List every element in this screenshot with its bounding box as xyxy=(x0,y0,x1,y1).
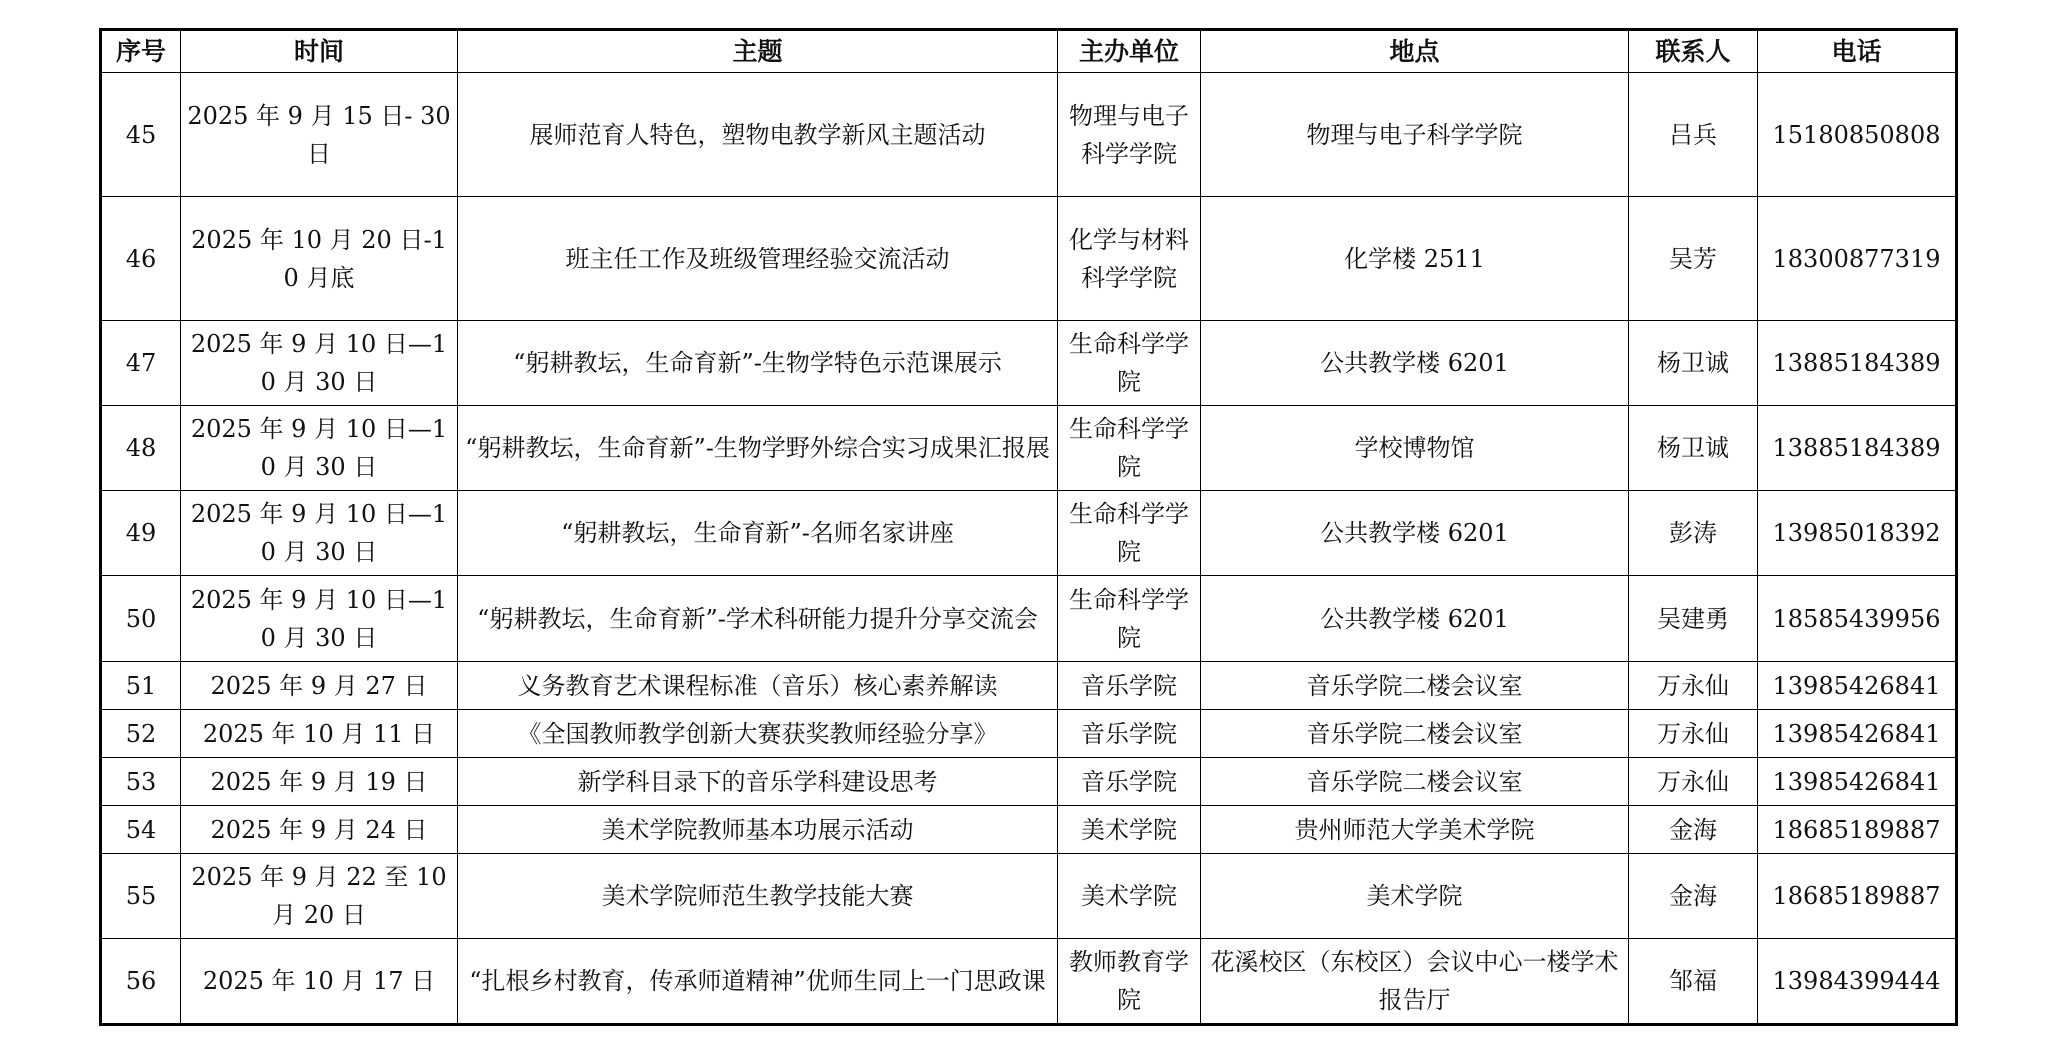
cell-org: 物理与电子科学学院 xyxy=(1058,73,1201,197)
cell-org: 音乐学院 xyxy=(1058,710,1201,758)
cell-contact: 金海 xyxy=(1629,854,1758,939)
cell-place: 学校博物馆 xyxy=(1201,406,1629,491)
cell-phone: 18685189887 xyxy=(1758,806,1957,854)
cell-topic: “躬耕教坛，生命育新”-学术科研能力提升分享交流会 xyxy=(458,576,1058,662)
cell-org: 美术学院 xyxy=(1058,854,1201,939)
table-row xyxy=(101,662,1957,710)
cell-no: 49 xyxy=(101,491,181,576)
cell-place: 音乐学院二楼会议室 xyxy=(1201,758,1629,806)
cell-topic: “躬耕教坛，生命育新”-生物学特色示范课展示 xyxy=(458,321,1058,406)
cell-place: 花溪校区（东校区）会议中心一楼学术报告厅 xyxy=(1201,939,1629,1025)
cell-time: 2025 年 10 月 20 日-10 月底 xyxy=(181,197,458,321)
table-row xyxy=(101,73,1957,197)
cell-place: 公共教学楼 6201 xyxy=(1201,491,1629,576)
cell-no: 51 xyxy=(101,662,181,710)
cell-org: 生命科学学院 xyxy=(1058,491,1201,576)
cell-place: 美术学院 xyxy=(1201,854,1629,939)
cell-org: 生命科学学院 xyxy=(1058,321,1201,406)
cell-contact: 金海 xyxy=(1629,806,1758,854)
cell-time: 2025 年 9 月 19 日 xyxy=(181,758,458,806)
header-phone: 电话 xyxy=(1758,30,1957,73)
cell-phone: 13985426841 xyxy=(1758,662,1957,710)
cell-time: 2025 年 9 月 27 日 xyxy=(181,662,458,710)
cell-contact: 彭涛 xyxy=(1629,491,1758,576)
cell-no: 53 xyxy=(101,758,181,806)
cell-topic: 新学科目录下的音乐学科建设思考 xyxy=(458,758,1058,806)
header-time: 时间 xyxy=(181,30,458,73)
cell-phone: 15180850808 xyxy=(1758,73,1957,197)
header-row xyxy=(101,30,1957,73)
cell-place: 音乐学院二楼会议室 xyxy=(1201,662,1629,710)
cell-no: 47 xyxy=(101,321,181,406)
table-row xyxy=(101,197,1957,321)
cell-topic: 义务教育艺术课程标准（音乐）核心素养解读 xyxy=(458,662,1058,710)
cell-contact: 吴芳 xyxy=(1629,197,1758,321)
table-body xyxy=(101,73,1957,1025)
table-row xyxy=(101,758,1957,806)
table-row xyxy=(101,491,1957,576)
cell-topic: 美术学院师范生教学技能大赛 xyxy=(458,854,1058,939)
cell-phone: 13985426841 xyxy=(1758,710,1957,758)
cell-place: 公共教学楼 6201 xyxy=(1201,321,1629,406)
cell-org: 美术学院 xyxy=(1058,806,1201,854)
cell-topic: 展师范育人特色，塑物电教学新风主题活动 xyxy=(458,73,1058,197)
cell-no: 55 xyxy=(101,854,181,939)
table-header xyxy=(101,30,1957,73)
cell-org: 化学与材料科学学院 xyxy=(1058,197,1201,321)
cell-no: 54 xyxy=(101,806,181,854)
cell-org: 教师教育学院 xyxy=(1058,939,1201,1025)
cell-no: 52 xyxy=(101,710,181,758)
cell-org: 生命科学学院 xyxy=(1058,406,1201,491)
activity-schedule-table xyxy=(99,28,1958,1026)
cell-contact: 杨卫诚 xyxy=(1629,321,1758,406)
cell-time: 2025 年 9 月 10 日—10 月 30 日 xyxy=(181,321,458,406)
cell-phone: 13885184389 xyxy=(1758,406,1957,491)
table-row xyxy=(101,854,1957,939)
cell-contact: 吴建勇 xyxy=(1629,576,1758,662)
cell-time: 2025 年 9 月 22 至 10 月 20 日 xyxy=(181,854,458,939)
cell-time: 2025 年 10 月 17 日 xyxy=(181,939,458,1025)
table-row xyxy=(101,939,1957,1025)
cell-contact: 万永仙 xyxy=(1629,710,1758,758)
header-place: 地点 xyxy=(1201,30,1629,73)
cell-no: 56 xyxy=(101,939,181,1025)
cell-place: 音乐学院二楼会议室 xyxy=(1201,710,1629,758)
header-org: 主办单位 xyxy=(1058,30,1201,73)
header-no: 序号 xyxy=(101,30,181,73)
cell-org: 生命科学学院 xyxy=(1058,576,1201,662)
cell-phone: 18585439956 xyxy=(1758,576,1957,662)
cell-topic: 班主任工作及班级管理经验交流活动 xyxy=(458,197,1058,321)
cell-time: 2025 年 9 月 24 日 xyxy=(181,806,458,854)
cell-topic: “扎根乡村教育，传承师道精神”优师生同上一门思政课 xyxy=(458,939,1058,1025)
table-row xyxy=(101,576,1957,662)
cell-no: 50 xyxy=(101,576,181,662)
cell-org: 音乐学院 xyxy=(1058,758,1201,806)
cell-contact: 万永仙 xyxy=(1629,758,1758,806)
cell-time: 2025 年 10 月 11 日 xyxy=(181,710,458,758)
cell-place: 物理与电子科学学院 xyxy=(1201,73,1629,197)
cell-org: 音乐学院 xyxy=(1058,662,1201,710)
cell-contact: 吕兵 xyxy=(1629,73,1758,197)
cell-topic: “躬耕教坛，生命育新”-生物学野外综合实习成果汇报展 xyxy=(458,406,1058,491)
cell-phone: 13885184389 xyxy=(1758,321,1957,406)
cell-topic: “躬耕教坛，生命育新”-名师名家讲座 xyxy=(458,491,1058,576)
cell-contact: 邹福 xyxy=(1629,939,1758,1025)
cell-phone: 13985426841 xyxy=(1758,758,1957,806)
cell-phone: 18300877319 xyxy=(1758,197,1957,321)
cell-phone: 18685189887 xyxy=(1758,854,1957,939)
table-row xyxy=(101,806,1957,854)
table-row xyxy=(101,710,1957,758)
cell-place: 化学楼 2511 xyxy=(1201,197,1629,321)
table-row xyxy=(101,321,1957,406)
cell-place: 公共教学楼 6201 xyxy=(1201,576,1629,662)
cell-contact: 杨卫诚 xyxy=(1629,406,1758,491)
cell-time: 2025 年 9 月 10 日—10 月 30 日 xyxy=(181,576,458,662)
cell-time: 2025 年 9 月 10 日—10 月 30 日 xyxy=(181,491,458,576)
header-contact: 联系人 xyxy=(1629,30,1758,73)
cell-contact: 万永仙 xyxy=(1629,662,1758,710)
cell-no: 46 xyxy=(101,197,181,321)
cell-phone: 13985018392 xyxy=(1758,491,1957,576)
cell-no: 45 xyxy=(101,73,181,197)
cell-topic: 美术学院教师基本功展示活动 xyxy=(458,806,1058,854)
header-topic: 主题 xyxy=(458,30,1058,73)
table-row xyxy=(101,406,1957,491)
cell-topic: 《全国教师教学创新大赛获奖教师经验分享》 xyxy=(458,710,1058,758)
cell-place: 贵州师范大学美术学院 xyxy=(1201,806,1629,854)
cell-no: 48 xyxy=(101,406,181,491)
cell-time: 2025 年 9 月 10 日—10 月 30 日 xyxy=(181,406,458,491)
cell-phone: 13984399444 xyxy=(1758,939,1957,1025)
cell-time: 2025 年 9 月 15 日- 30 日 xyxy=(181,73,458,197)
